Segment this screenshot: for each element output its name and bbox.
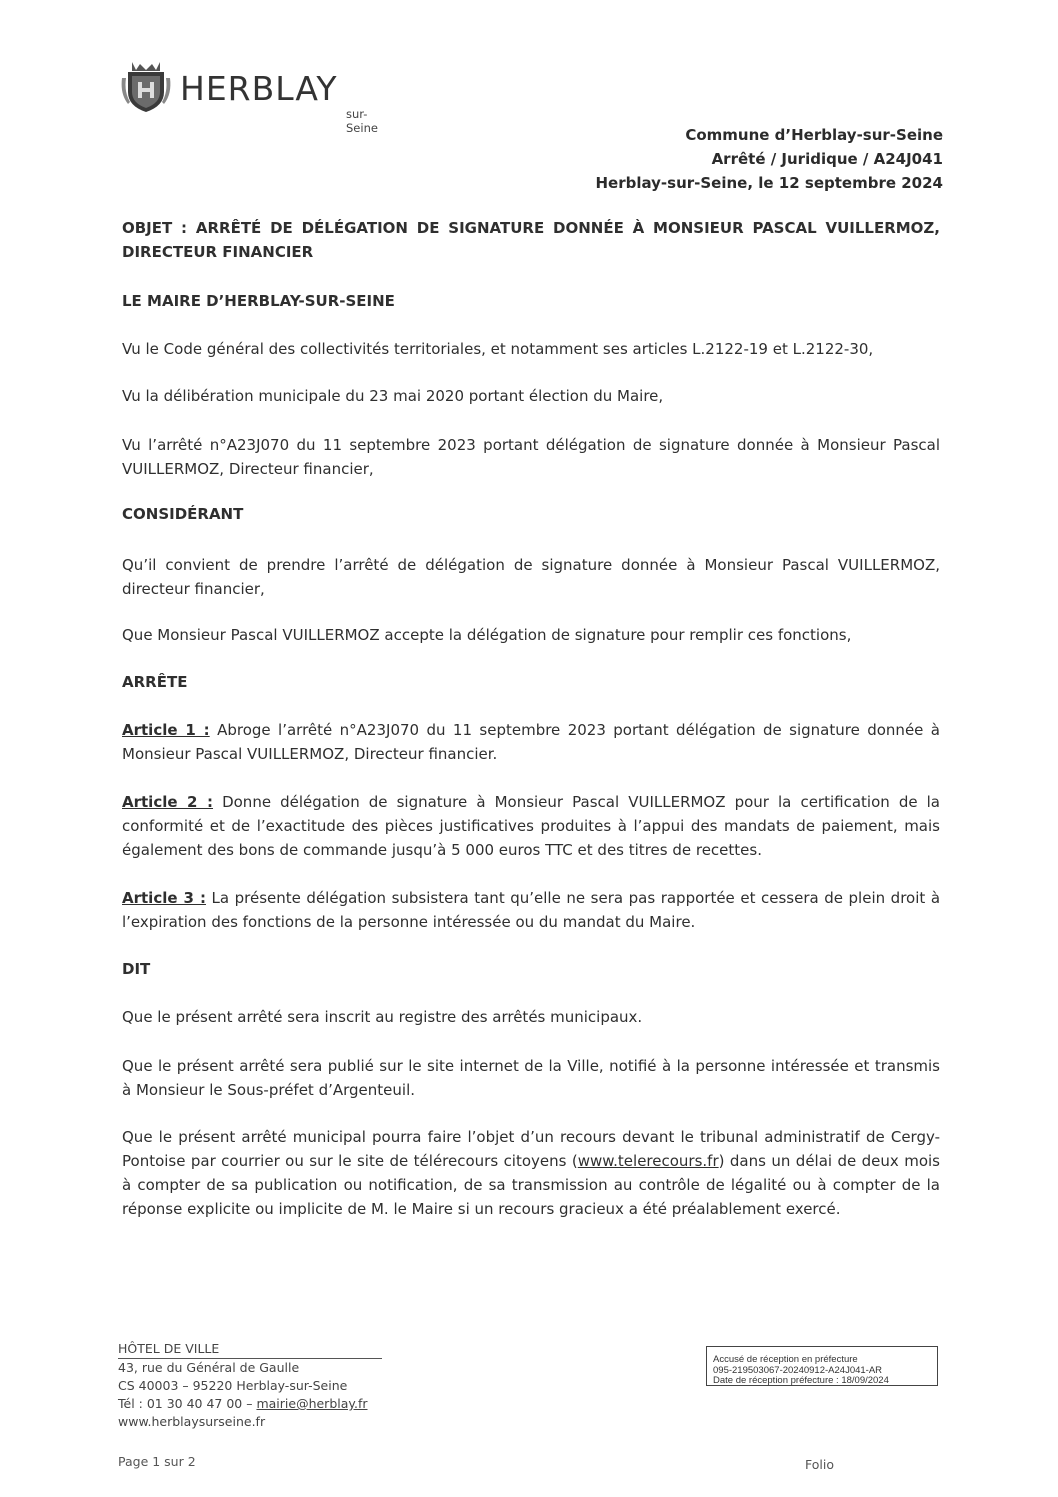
article-1 — [122, 718, 940, 766]
footer-website-link[interactable]: www.herblaysurseine.fr — [118, 1414, 266, 1429]
herblay-logo — [120, 58, 378, 135]
arrete-heading: ARRÊTE — [122, 673, 188, 691]
recours-text: ) dans un délai de deux mois à compter de sa publication ou notification, de sa transmission au contrôle de légalité ou à compter de la réponse explicite ou implicite de M. le Maire si un recours gracieux a été préalablement exercé. — [122, 1152, 940, 1218]
vu-item: Vu l’arrêté n°A23J070 du 11 septembre 2023 portant délégation de signature donnée à Monsieur Pascal VUILLERMOZ, Directeur financier, — [122, 436, 940, 478]
footer-contact — [118, 1395, 382, 1413]
article-3 — [122, 886, 940, 934]
logo-name: HERBLAY — [180, 69, 338, 108]
vu-item: Vu la délibération municipale du 23 mai 2020 portant élection du Maire, — [122, 387, 664, 405]
vu-item: Vu le Code général des collectivités territoriales, et notamment ses articles L.2122-19 et L.2122-30, — [122, 340, 874, 358]
footer-address — [118, 1340, 382, 1431]
stamp-line: Accusé de réception en préfecture — [713, 1354, 858, 1365]
arrete-reference: Arrêté / Juridique / A24J041 — [711, 150, 943, 168]
telerecours-link[interactable]: www.telerecours.fr — [577, 1152, 719, 1170]
footer-address-line: CS 40003 – 95220 Herblay-sur-Seine — [118, 1378, 348, 1393]
footer-phone: Tél : 01 30 40 47 00 – — [118, 1396, 257, 1411]
prefecture-receipt-stamp — [706, 1346, 938, 1386]
page-number: Page 1 sur 2 — [118, 1454, 196, 1469]
recours-text: Que le présent arrêté municipal pourra faire l’objet d’un recours devant le tribunal administratif de Cergy-Pontoise par courrier ou sur le site de télérecours citoyens ( — [122, 1128, 940, 1170]
article-label: Article 1 : — [122, 721, 210, 739]
dit-item: Que le présent arrêté sera publié sur le site internet de la Ville, notifié à la personne intéressée et transmis à Monsieur le Sous-préfet d’Argenteuil. — [122, 1057, 940, 1099]
logo-subname: sur-Seine — [346, 107, 378, 135]
considerant-item: Que Monsieur Pascal VUILLERMOZ accepte la délégation de signature pour remplir ces fonctions, — [122, 626, 852, 644]
folio-label: Folio — [805, 1457, 834, 1472]
recours-paragraph — [122, 1125, 940, 1221]
coat-of-arms-icon — [120, 58, 172, 114]
footer-email-link[interactable]: mairie@herblay.fr — [256, 1396, 368, 1411]
authority-heading: LE MAIRE D’HERBLAY-SUR-SEINE — [122, 292, 395, 310]
article-label: Article 2 : — [122, 793, 214, 811]
article-text: La présente délégation subsistera tant qu’elle ne sera pas rapportée et cessera de plein droit à l’expiration des fonctions de la personne intéressée ou du mandat du Maire. — [122, 889, 941, 931]
article-text: Abroge l’arrêté n°A23J070 du 11 septembre 2023 portant délégation de signature donnée à Monsieur Pascal VUILLERMOZ, Directeur financier. — [122, 721, 941, 763]
stamp-line: Date de réception préfecture : 18/09/2024 — [713, 1375, 889, 1386]
article-label: Article 3 : — [122, 889, 206, 907]
footer-title: HÔTEL DE VILLE — [118, 1340, 382, 1359]
place-date: Herblay-sur-Seine, le 12 septembre 2024 — [595, 174, 943, 192]
article-2 — [122, 790, 940, 862]
considerant-heading: CONSIDÉRANT — [122, 505, 244, 523]
footer-address-line: 43, rue du Général de Gaulle — [118, 1360, 300, 1375]
article-text: Donne délégation de signature à Monsieur Pascal VUILLERMOZ pour la certification de la conformité et de l’exactitude des pièces justificatives produites à l’appui des mandats de paiement, mais également des bons de commande jusqu’à 5 000 euros TTC et des titres de recettes. — [122, 793, 940, 859]
considerant-item: Qu’il convient de prendre l’arrêté de délégation de signature donnée à Monsieur Pascal VUILLERMOZ, directeur financier, — [122, 556, 940, 598]
object-line: OBJET : ARRÊTÉ DE DÉLÉGATION DE SIGNATURE DONNÉE À MONSIEUR PASCAL VUILLERMOZ, DIRECTEUR FINANCIER — [122, 219, 940, 261]
document-header — [595, 123, 943, 195]
stamp-line: 095-219503067-20240912-A24J041-AR — [713, 1364, 883, 1376]
dit-item: Que le présent arrêté sera inscrit au registre des arrêtés municipaux. — [122, 1008, 643, 1026]
dit-heading: DIT — [122, 960, 151, 978]
commune-name: Commune d’Herblay-sur-Seine — [685, 126, 943, 144]
